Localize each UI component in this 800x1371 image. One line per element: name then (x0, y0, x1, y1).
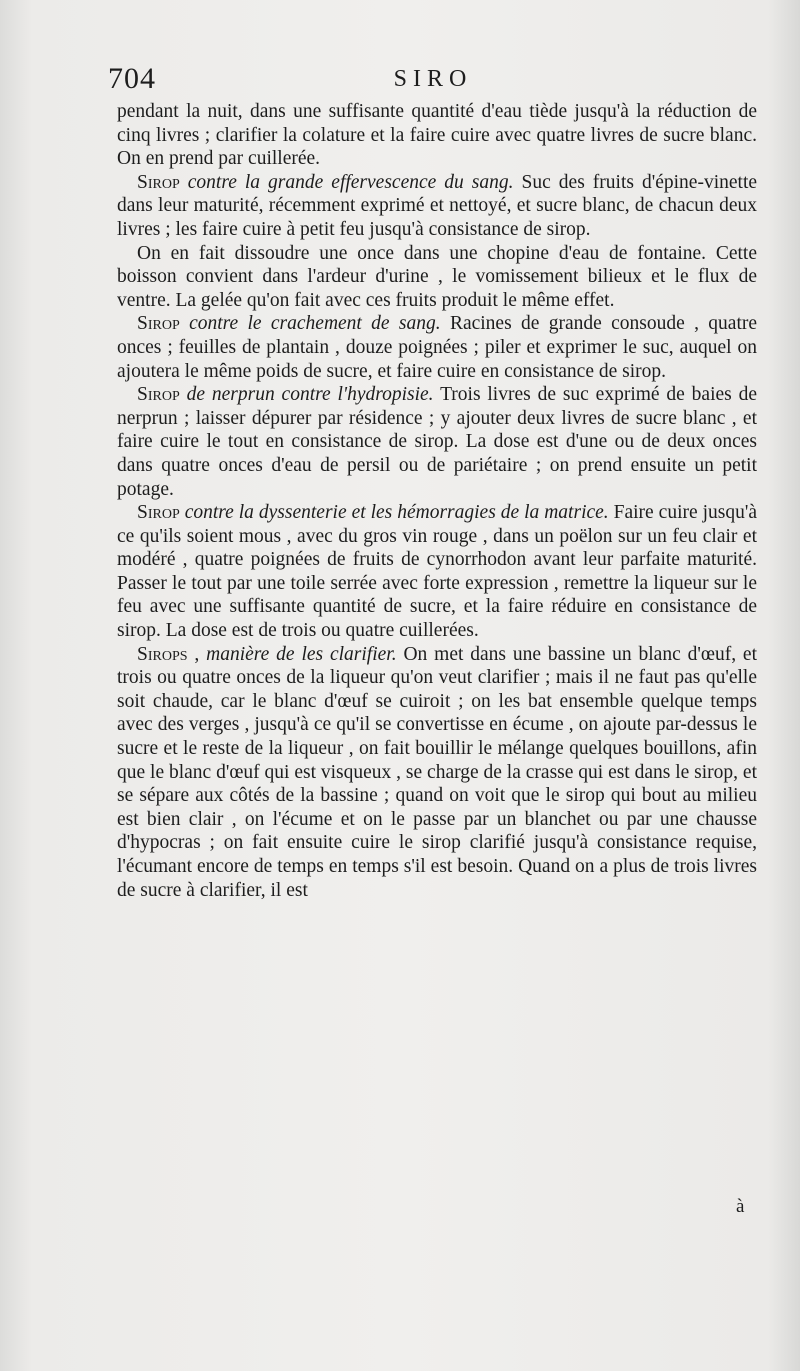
entry-body: Trois livres de suc exprimé de baies de nerprun ; laisser dépurer par résidence ; y ajouter deux livres de sucre blanc , et faire cuire le tout en consistance de sirop. La dose est d'une ou de deux onces dans quatre onces d'eau de persil ou de pariétaire ; on prend ensuite un petit potage. (117, 384, 757, 500)
entry-keyword: Sirop (137, 171, 180, 193)
entry-title: contre la grande effervescence du sang. (187, 171, 514, 193)
running-head: SIRO (393, 66, 473, 92)
entry-title: contre le crachement de sang. (189, 313, 441, 335)
entry-sirop-crachement (117, 312, 757, 383)
entry-sirop-nerprun (117, 383, 757, 501)
entry-body: Faire cuire jusqu'à ce qu'ils soient mous , avec du gros vin rouge , dans un poëlon sur un feu clair et modéré , quatre poignées de fruits de cynorrhodon avant leur parfaite maturité. Passer le tout par une toile serrée avec forte expression , remettre la liqueur sur le feu avec une suffisante quantité de sucre, et la faire réduire en consistance de sirop. La dose est de trois ou quatre cuillerées. (117, 502, 758, 642)
page-number: 704 (108, 62, 156, 95)
paragraph-usage (117, 242, 757, 313)
entry-title: de nerprun contre l'hydropisie. (186, 384, 434, 406)
entry-sirops-clarifier: Sirops , manière de les clarifier. On met dans une bassine un blanc d'œuf, et trois ou quatre onces de la liqueur qu'on veut clarifier ; mais il ne faut pas qu'elle soit chaude, car le blanc d'œuf se cuiroit ; on les bat ensemble quelque temps avec des verges , jusqu'à ce qu'il se convertisse en écume , on ajoute par-dessus le sucre et le reste de la liqueur , on fait bouillir le mélange quelques bouillons, afin que le blanc d'œuf qui est visqueux , se charge de la crasse qui est dans le sirop, et se sépare aux côtés de la bassine ; quand on voit que le sirop qui bout au milieu est bien clair , on l'écume et on le passe par un blanchet ou par une chausse d'hypocras ; on fait ensuite cuire le sirop clarifié jusqu'à consistance requise, l'écumant encore de temps en temps s'il est besoin. Quand on a plus de trois livres de sucre à clarifier, il est (117, 643, 758, 901)
entry-keyword: Sirop (137, 384, 180, 406)
entry-title: contre la dyssenterie et les hémorragies de la matrice. (184, 502, 609, 524)
paragraph-continuation (117, 100, 757, 171)
paragraph-body: On en fait dissoudre une once dans une chopine d'eau de fontaine. Cette boisson convient dans l'ardeur d'urine , le vomissement bilieux et le flux de ventre. La gelée qu'on fait avec ces fruits produit le même effet. (117, 242, 757, 311)
entry-keyword: Sirops (137, 643, 188, 665)
entry-keyword: Sirop (137, 502, 180, 524)
body-text (117, 100, 757, 902)
entry-body: On met dans une bassine un blanc d'œuf, et trois ou quatre onces de la liqueur qu'on veut clarifier ; mais il ne faut pas qu'elle soit chaude, car le blanc d'œuf se cuiroit ; on les bat ensemble quelque temps avec des verges , jusqu'à ce qu'il se convertisse en écume , on ajoute par-dessus le sucre et le reste de la liqueur , on fait bouillir le mélange quelques bouillons, afin que le blanc d'œuf qui est visqueux , se charge de la crasse qui est dans le sirop, et se sépare aux côtés de la bassine ; quand on voit que le sirop qui bout au milieu est bien clair , on l'écume et on le passe par un blanchet ou par une chausse d'hypocras ; on fait ensuite cuire le sirop clarifié jusqu'à consistance requise, l'écumant encore de temps en temps s'il est besoin. Quand on a plus de trois livres de sucre à clarifier, il est (117, 643, 758, 901)
entry-sirop-dyssenterie (117, 501, 757, 643)
entry-keyword: Sirop (137, 313, 180, 335)
page-header (108, 62, 758, 98)
paragraph-body: pendant la nuit, dans une suffisante quantité d'eau tiède jusqu'à la réduction de cinq livres ; clarifier la colature et la faire cuire avec quatre livres de sucre blanc. On en prend par cuillerée. (117, 101, 757, 170)
entry-body: Suc des fruits d'épine-vinette dans leur maturité, récemment exprimé et nettoyé, et sucre blanc, de chacun deux livres ; les faire cuire à petit feu jusqu'à consistance de sirop. (117, 171, 758, 240)
catchword: à (736, 1196, 745, 1217)
entry-sirop-effervescence (117, 171, 757, 242)
entry-body: Racines de grande consoude , quatre onces ; feuilles de plantain , douze poignées ; piler et exprimer le suc, auquel on ajoutera le même poids de sucre, et faire cuire en consistance de sirop. (117, 313, 758, 382)
entry-title: manière de les clarifier. (206, 643, 397, 665)
